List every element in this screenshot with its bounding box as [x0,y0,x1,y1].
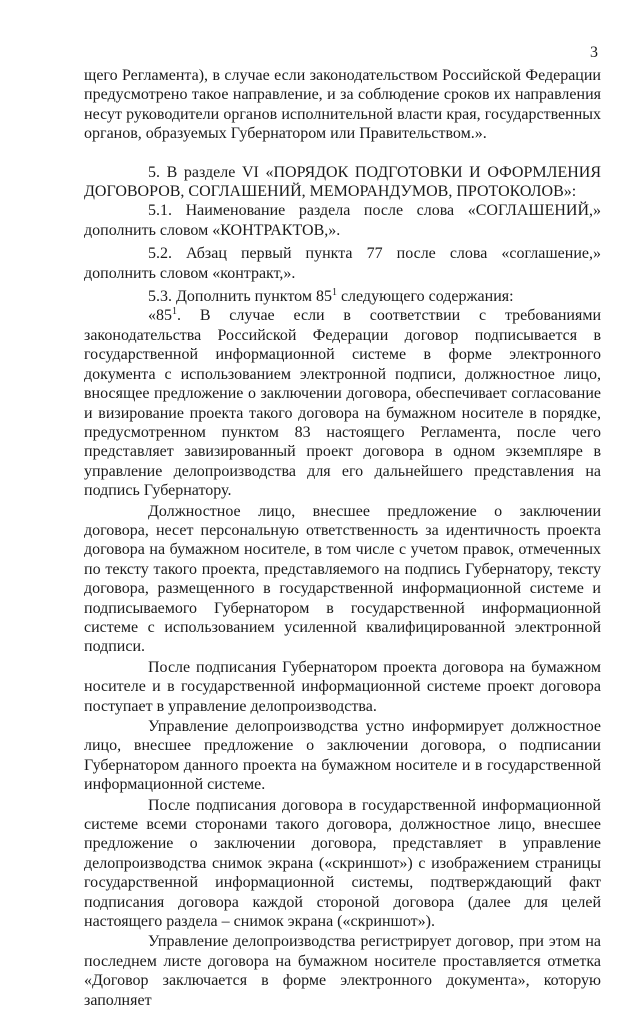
paragraph: Должностное лицо, внесшее предложение о заключении договора, несет персональную ответственность за идентичность проекта договора на бумажном носителе, в том числе с учетом правок, отмеченных по тексту такого проекта, представляемого на подпись Губернатору, тексту договора, размещенного в государственной информационной системе и подписываемого Губернатором в государственной информационной системе с использованием усиленной квалифицированной электронной подписи. [84,502,601,656]
paragraph: После подписания договора в государственной информационной системе всеми сторонами такого договора, должностное лицо, внесшее предложение о заключении договора, представляет в управление делопроизводства снимок экрана («скриншот») с изображением страницы государственной информационной системы, подтверждающий факт подписания договора каждой стороной договора (далее для целей настоящего раздела – снимок экрана («скриншот»). [84,796,601,931]
paragraph [84,306,601,500]
superscript: 1 [331,287,337,299]
document-body [84,66,601,1010]
superscript: 1 [172,306,177,318]
paragraph [84,287,601,306]
paragraph: щего Регламента), в случае если законодательством Российской Федерации предусмотрено такое направление, и за соблюдение сроков их направления несут руководители органов исполнительной власти края, государственных органов, образуемых Губернатором или Правительством.». [84,67,601,143]
paragraph: После подписания Губернатором проекта договора на бумажном носителе и в государственной информационной системе проект договора поступает в управление делопроизводства. [84,658,601,715]
text-run: следующего содержания: [336,288,514,306]
text-run: . В случае если в соответствии с требованиями законодательства Российской Федерации договор подписывается в государственной информационной системе в форме электронного документа с использованием электронной подписи, должностное лицо, вносящее предложение о заключении договора, обеспечивает согласование и визирование проекта такого договора на бумажном носителе в порядке, предусмотренном пунктом 83 настоящего Регламента, после чего представляет завизированный проект договора в одном экземпляре в управление делопроизводства для его дальнейшего представления на подпись Губернатору. [84,307,601,500]
text-run: «85 [148,307,172,325]
paragraph-section-heading: 5. В разделе VI «ПОРЯДОК ПОДГОТОВКИ И ОФОРМЛЕНИЯ ДОГОВОРОВ, СОГЛАШЕНИЙ, МЕМОРАНДУМОВ, ПРОТОКОЛОВ»: [84,163,601,201]
paragraph: 5.2. Абзац первый пункта 77 после слова «соглашение,» дополнить словом «контракт,». [84,245,601,282]
text-run: 5.3. Дополнить пунктом 85 [148,288,332,306]
paragraph: Управление делопроизводства устно информирует должностное лицо, внесшее предложение о заключении договора, о подписании Губернатором данного проекта на бумажном носителе и в государственной информационной системе. [84,718,601,794]
paragraph: 5.1. Наименование раздела после слова «СОГЛАШЕНИЙ,» дополнить словом «КОНТРАКТОВ,». [84,202,601,239]
paragraph: Управление делопроизводства регистрирует договор, при этом на последнем листе договора на бумажном носителе проставляется отметка «Договор заключается в форме электронного документа», которую заполняет [84,933,601,1009]
page-number: 3 [590,44,598,61]
